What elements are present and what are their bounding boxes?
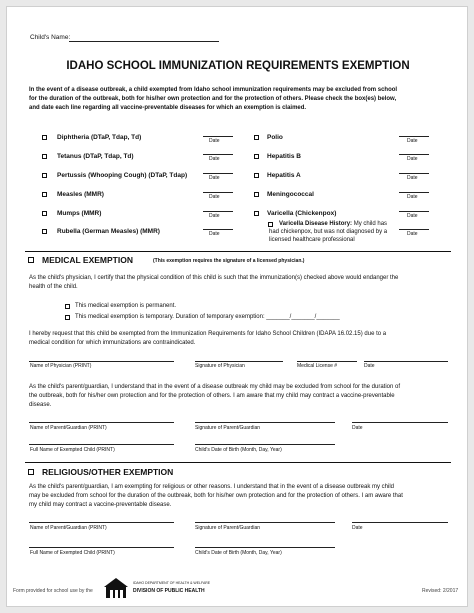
varicella-history-checkbox[interactable] <box>268 222 273 227</box>
date-label: Date <box>209 138 220 144</box>
hepatitis-b-checkbox[interactable] <box>254 154 259 159</box>
religious-line-2: may be excluded from school for the duration of the outbreak, both for his/her own protection and for the protection of others. I am aware that <box>29 493 403 499</box>
medical-license-field[interactable] <box>297 361 357 362</box>
physician-date-field[interactable] <box>364 361 448 362</box>
varicella-history-line-3: licensed healthcare professional <box>269 237 355 243</box>
medical-exemption-heading: MEDICAL EXEMPTION <box>42 255 133 265</box>
form-title: IDAHO SCHOOL IMMUNIZATION REQUIREMENTS EXEMPTION <box>66 60 410 72</box>
date-field[interactable] <box>203 211 233 212</box>
child-name-field[interactable] <box>29 444 174 445</box>
polio-checkbox[interactable] <box>254 135 259 140</box>
section-divider <box>25 462 451 463</box>
varicella-checkbox[interactable] <box>254 211 259 216</box>
varicella-history-text: My child has <box>352 221 388 227</box>
date-field[interactable] <box>399 211 429 212</box>
idhw-logo <box>101 577 131 599</box>
permanent-checkbox[interactable] <box>65 304 70 309</box>
date-field[interactable] <box>203 154 233 155</box>
footer-revised: Revised: 2/2017 <box>422 588 459 594</box>
physician-name-label: Name of Physician (PRINT) <box>30 363 92 369</box>
date-field[interactable] <box>399 154 429 155</box>
request-line-1: I hereby request that this child be exempted from the Immunization Requirements for Idaho School Children (IDAPA 16.02.15) due to a <box>29 331 387 337</box>
date-label: Date <box>209 175 220 181</box>
medical-exemption-checkbox[interactable] <box>28 257 34 263</box>
religious-exemption-checkbox[interactable] <box>28 469 34 475</box>
religious-parent-name-label: Name of Parent/Guardian (PRINT) <box>30 525 107 531</box>
date-field[interactable] <box>399 229 429 230</box>
physician-signature-label: Signature of Physician <box>195 363 245 369</box>
parent-understand-line-1: As the child's parent/guardian, I understand that in the event of a disease outbreak my child may be excluded from school for the duration of <box>29 384 401 390</box>
disease-label: Meningococcal <box>267 191 314 198</box>
religious-child-name-field[interactable] <box>29 547 174 548</box>
date-label: Date <box>209 213 220 219</box>
parent-name-label: Name of Parent/Guardian (PRINT) <box>30 425 107 431</box>
tetanus-checkbox[interactable] <box>42 154 47 159</box>
disease-label: Rubella (German Measles) (MMR) <box>57 228 160 235</box>
footer-dept-line-1: IDAHO DEPARTMENT OF HEALTH & WELFARE <box>133 581 211 585</box>
date-label: Date <box>407 213 418 219</box>
date-field[interactable] <box>203 192 233 193</box>
date-label: Date <box>407 156 418 162</box>
disease-label: Hepatitis B <box>267 153 301 160</box>
religious-exemption-heading: RELIGIOUS/OTHER EXEMPTION <box>42 467 174 477</box>
exemption-form-page <box>6 6 468 607</box>
physician-name-field[interactable] <box>29 361 174 362</box>
date-field[interactable] <box>203 136 233 137</box>
date-field[interactable] <box>399 173 429 174</box>
parent-name-field[interactable] <box>29 422 174 423</box>
religious-parent-signature-label: Signature of Parent/Guardian <box>195 525 261 531</box>
temporary-label: This medical exemption is temporary. Duration of temporary exemption: _______/_______/_______ <box>75 314 340 320</box>
parent-signature-label: Signature of Parent/Guardian <box>195 425 261 431</box>
disease-label: Varicella (Chickenpox) <box>267 210 337 217</box>
varicella-history-line-2: had chickenpox, but was not diagnosed by a <box>269 229 388 235</box>
date-label: Date <box>407 138 418 144</box>
disease-label: Tetanus (DTaP, Tdap, Td) <box>57 153 134 160</box>
intro-line-2: for the duration of the outbreak, both for his/her own protection and for the protection of others. Please check the box(es) below, <box>29 96 397 102</box>
physician-certify-line-1: As the child's physician, I certify that the physical condition of this child is such that the immunization(s) checked above would endanger the <box>29 275 399 281</box>
varicella-history-bold: Varicella Disease History: <box>279 221 353 227</box>
religious-line-1: As the child's parent/guardian, I am exempting for religious or other reasons. I understand that in the event of a disease outbreak my child <box>29 484 395 490</box>
religious-parent-signature-field[interactable] <box>195 522 335 523</box>
disease-label: Measles (MMR) <box>57 191 104 198</box>
temporary-checkbox[interactable] <box>65 315 70 320</box>
date-label: Date <box>209 156 220 162</box>
religious-child-dob-label: Child's Date of Birth (Month, Day, Year) <box>195 550 282 556</box>
parent-understand-line-2: the outbreak, both for his/her own protection and for the protection of others. I am aware that my child may contract a vaccine-preventable <box>29 393 395 399</box>
rubella-checkbox[interactable] <box>42 229 47 234</box>
request-line-2: medical condition for which immunizations are contraindicated. <box>29 340 196 346</box>
physician-certify-line-2: health of the child. <box>29 284 78 290</box>
date-label: Date <box>407 175 418 181</box>
medical-license-label: Medical License # <box>297 363 338 369</box>
physician-date-label: Date <box>364 363 375 369</box>
child-dob-field[interactable] <box>195 444 335 445</box>
date-field[interactable] <box>399 136 429 137</box>
date-field[interactable] <box>203 173 233 174</box>
physician-signature-field[interactable] <box>195 361 283 362</box>
diphtheria-checkbox[interactable] <box>42 135 47 140</box>
date-field[interactable] <box>203 229 233 230</box>
measles-checkbox[interactable] <box>42 192 47 197</box>
disease-label: Polio <box>267 134 283 141</box>
parent-date-field[interactable] <box>352 422 448 423</box>
religious-date-label: Date <box>352 525 363 531</box>
footer-provided-text: Form provided for school use by the <box>13 588 93 594</box>
disease-label: Mumps (MMR) <box>57 210 102 217</box>
intro-line-1: In the event of a disease outbreak, a child exempted from Idaho school immunization requirements may be excluded from school <box>29 87 398 93</box>
child-name-label: Full Name of Exempted Child (PRINT) <box>30 447 115 453</box>
medical-exemption-note: (This exemption requires the signature of a licensed physician.) <box>153 258 305 264</box>
mumps-checkbox[interactable] <box>42 211 47 216</box>
date-label: Date <box>209 231 220 237</box>
disease-label: Pertussis (Whooping Cough) (DTaP, Tdap) <box>57 172 188 179</box>
parent-understand-line-3: disease. <box>29 402 52 408</box>
pertussis-checkbox[interactable] <box>42 173 47 178</box>
date-field[interactable] <box>399 192 429 193</box>
date-label: Date <box>209 194 220 200</box>
date-label: Date <box>407 231 418 237</box>
child-dob-label: Child's Date of Birth (Month, Day, Year) <box>195 447 282 453</box>
religious-parent-name-field[interactable] <box>29 522 174 523</box>
childs-name-label: Child's Name: <box>30 34 71 41</box>
religious-date-field[interactable] <box>352 522 448 523</box>
section-divider <box>25 251 451 252</box>
parent-signature-field[interactable] <box>195 422 335 423</box>
permanent-label: This medical exemption is permanent. <box>75 303 177 309</box>
parent-date-label: Date <box>352 425 363 431</box>
disease-label: Hepatitis A <box>267 172 301 179</box>
intro-line-3: and date each line regarding all vaccine-preventable diseases for which an exemption is claimed. <box>29 105 307 111</box>
disease-label: Diphtheria (DTaP, Tdap, Td) <box>57 134 142 141</box>
religious-child-name-label: Full Name of Exempted Child (PRINT) <box>30 550 115 556</box>
varicella-history-line-1 <box>279 220 387 228</box>
childs-name-field[interactable] <box>69 41 219 42</box>
religious-child-dob-field[interactable] <box>195 547 335 548</box>
religious-line-3: my child may contract a vaccine-preventable disease. <box>29 502 172 508</box>
meningococcal-checkbox[interactable] <box>254 192 259 197</box>
hepatitis-a-checkbox[interactable] <box>254 173 259 178</box>
footer-dept-line-2: DIVISION OF PUBLIC HEALTH <box>133 588 205 594</box>
date-label: Date <box>407 194 418 200</box>
